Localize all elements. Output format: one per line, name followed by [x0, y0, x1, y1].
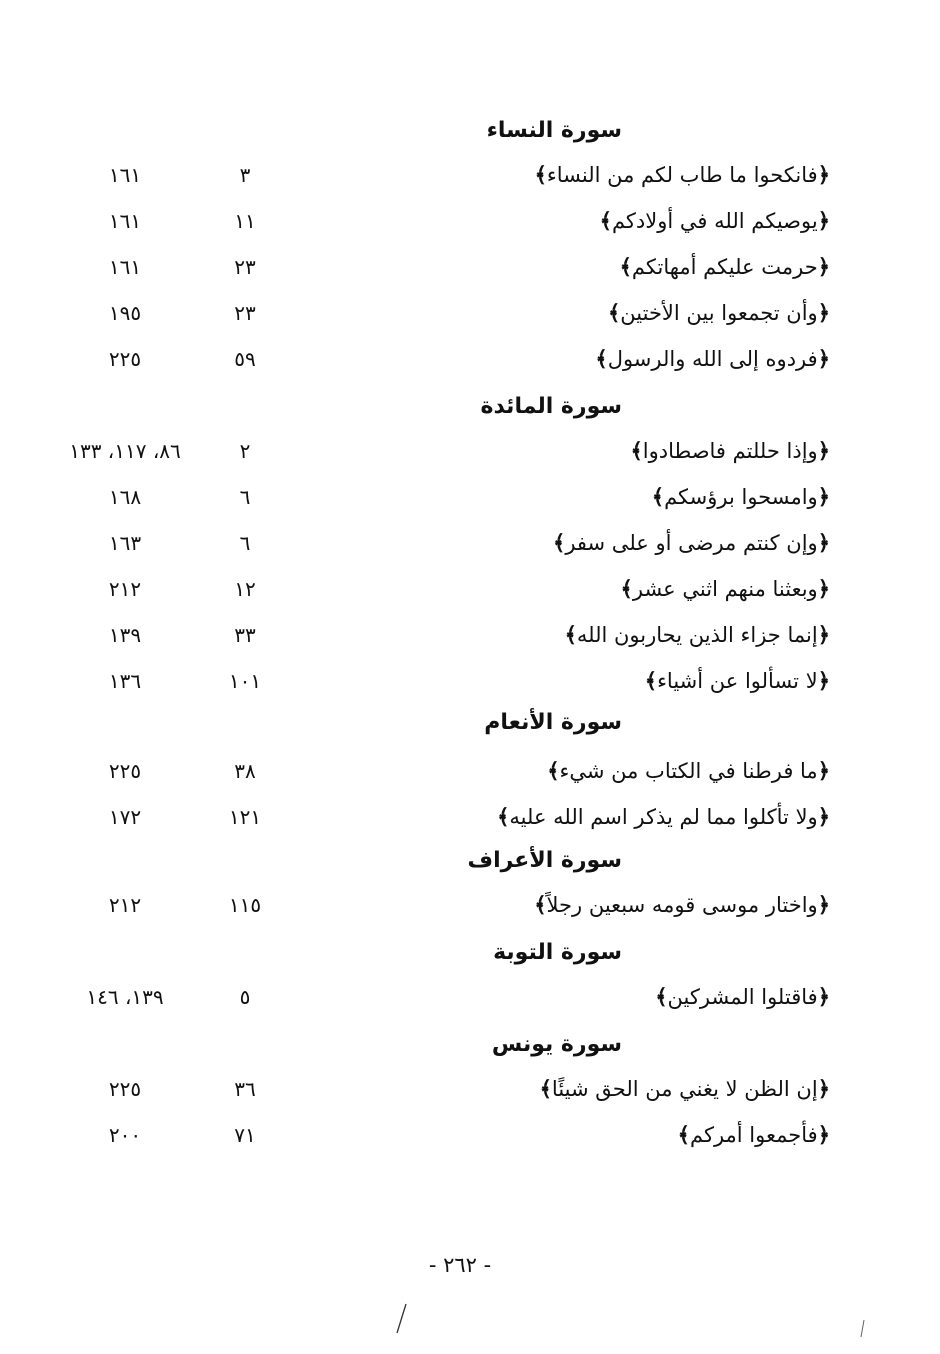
closing-bracket: ﴾	[651, 485, 665, 509]
verse-row	[0, 250, 940, 284]
opening-bracket: ﴿	[817, 985, 830, 1009]
verse-text	[330, 888, 830, 922]
verse-text	[330, 572, 830, 606]
ayah-number: ٣٦	[234, 1077, 256, 1101]
verse-row	[0, 1072, 940, 1106]
surah-heading: سورة الأعراف	[467, 848, 622, 873]
closing-bracket: ﴾	[534, 893, 547, 917]
verse-text	[330, 204, 830, 238]
closing-bracket: ﴾	[553, 531, 566, 555]
verse-text	[330, 664, 830, 698]
verse-quote: فاقتلوا المشركين	[667, 985, 818, 1009]
ayah-number: ١٢	[234, 577, 256, 601]
surah-heading: سورة الأنعام	[484, 710, 622, 735]
verse-text	[330, 296, 830, 330]
closing-bracket: ﴾	[607, 301, 621, 325]
verse-row	[0, 480, 940, 514]
verse-row	[0, 754, 940, 788]
verse-row	[0, 296, 940, 330]
verse-quote: ما فرطنا في الكتاب من شيء	[559, 759, 818, 783]
page-references: ٢٢٥	[108, 1077, 142, 1101]
ayah-number: ٣٣	[234, 623, 256, 647]
closing-bracket: ﴾	[564, 623, 577, 647]
verse-text	[330, 250, 830, 284]
closing-bracket: ﴾	[497, 805, 510, 829]
verse-row	[0, 800, 940, 834]
opening-bracket: ﴿	[817, 893, 830, 917]
page-references: ١٣٩	[108, 623, 142, 647]
ayah-number: ٢٣	[234, 301, 256, 325]
verse-quote: يوصيكم الله في أولادكم	[611, 209, 818, 233]
ayah-number: ١١٥	[228, 893, 262, 917]
page-number: - ٢٦٢ -	[428, 1253, 492, 1277]
verse-quote: فأجمعوا أمركم	[689, 1123, 818, 1147]
closing-bracket: ﴾	[595, 347, 608, 371]
verse-quote: وامسحوا برؤسكم	[664, 485, 818, 509]
closing-bracket: ﴾	[644, 669, 658, 693]
opening-bracket: ﴿	[817, 623, 830, 647]
surah-heading: سورة المائدة	[480, 394, 622, 419]
verse-quote: إن الظن لا يغني من الحق شيئًا	[551, 1077, 818, 1101]
opening-bracket: ﴿	[817, 531, 830, 555]
closing-bracket: ﴾	[534, 163, 547, 187]
verse-quote: إنما جزاء الذين يحاربون الله	[576, 623, 818, 647]
opening-bracket: ﴿	[817, 163, 830, 187]
ayah-number: ٦	[239, 485, 251, 509]
verse-row	[0, 158, 940, 192]
verse-quote: وإن كنتم مرضى أو على سفر	[565, 531, 818, 555]
pen-stroke-mark	[392, 1302, 412, 1336]
page-references: ١٦١	[108, 255, 142, 279]
page-references: ١٧٢	[108, 805, 142, 829]
verse-text	[330, 434, 830, 468]
verse-quote: وإذا حللتم فاصطادوا	[642, 439, 818, 463]
ayah-number: ٢٣	[234, 255, 256, 279]
opening-bracket: ﴿	[817, 1077, 830, 1101]
page-references: ٢٢٥	[108, 347, 142, 371]
page-references: ٢١٢	[108, 577, 142, 601]
verse-row	[0, 980, 940, 1014]
opening-bracket: ﴿	[817, 301, 830, 325]
page-references: ١٦١	[108, 209, 142, 233]
verse-text	[330, 800, 830, 834]
verse-quote: فانكحوا ما طاب لكم من النساء	[546, 163, 818, 187]
verse-row	[0, 572, 940, 606]
verse-text	[330, 980, 830, 1014]
opening-bracket: ﴿	[817, 805, 830, 829]
closing-bracket: ﴾	[547, 759, 560, 783]
opening-bracket: ﴿	[817, 485, 830, 509]
verse-row	[0, 618, 940, 652]
verse-row	[0, 204, 940, 238]
page-references: ١٩٥	[108, 301, 142, 325]
page-references: ٢٢٥	[108, 759, 142, 783]
closing-bracket: ﴾	[539, 1077, 552, 1101]
closing-bracket: ﴾	[655, 985, 668, 1009]
opening-bracket: ﴿	[817, 1123, 830, 1147]
ayah-number: ٢	[239, 439, 251, 463]
closing-bracket: ﴾	[630, 439, 643, 463]
verse-text	[330, 618, 830, 652]
verse-text	[330, 754, 830, 788]
page-references: ١٣٩، ١٤٦	[86, 985, 164, 1009]
verse-quote: وأن تجمعوا بين الأختين	[620, 301, 818, 325]
page-references: ١٦٣	[108, 531, 142, 555]
ayah-number: ٥	[239, 985, 251, 1009]
verse-row	[0, 888, 940, 922]
opening-bracket: ﴿	[817, 669, 830, 693]
verse-quote: واختار موسى قومه سبعين رجلاً	[546, 893, 818, 917]
verse-row	[0, 664, 940, 698]
opening-bracket: ﴿	[817, 347, 830, 371]
page-references: ٨٦، ١١٧، ١٣٣	[69, 439, 181, 463]
verse-text	[330, 526, 830, 560]
verse-text	[330, 1118, 830, 1152]
verse-quote: حرمت عليكم أمهاتكم	[631, 255, 818, 279]
opening-bracket: ﴿	[817, 439, 830, 463]
verse-row	[0, 434, 940, 468]
verse-text	[330, 480, 830, 514]
verse-text	[330, 1072, 830, 1106]
verse-quote: ولا تأكلوا مما لم يذكر اسم الله عليه	[509, 805, 818, 829]
verse-row	[0, 526, 940, 560]
verse-row	[0, 342, 940, 376]
ayah-number: ٣٨	[234, 759, 256, 783]
ayah-number: ٧١	[234, 1123, 256, 1147]
closing-bracket: ﴾	[677, 1123, 690, 1147]
page-references: ١٦١	[108, 163, 142, 187]
opening-bracket: ﴿	[817, 759, 830, 783]
ayah-number: ٦	[239, 531, 251, 555]
page-references: ٢٠٠	[108, 1123, 142, 1147]
verse-text	[330, 342, 830, 376]
ayah-number: ٣	[239, 163, 251, 187]
verse-row	[0, 1118, 940, 1152]
surah-heading: سورة التوبة	[493, 940, 622, 965]
ayah-number: ١٠١	[228, 669, 262, 693]
ayah-number: ٥٩	[234, 347, 256, 371]
ayah-number: ١٢١	[228, 805, 262, 829]
pen-stroke-mark	[858, 1318, 868, 1340]
surah-heading: سورة يونس	[491, 1032, 622, 1057]
opening-bracket: ﴿	[817, 255, 830, 279]
ayah-number: ١١	[234, 209, 256, 233]
page-references: ١٦٨	[108, 485, 142, 509]
verse-text	[330, 158, 830, 192]
surah-heading: سورة النساء	[486, 118, 622, 143]
closing-bracket: ﴾	[619, 255, 632, 279]
page-references: ٢١٢	[108, 893, 142, 917]
verse-quote: وبعثنا منهم اثني عشر	[632, 577, 818, 601]
page-references: ١٣٦	[108, 669, 142, 693]
opening-bracket: ﴿	[817, 209, 830, 233]
verse-quote: فردوه إلى الله والرسول	[607, 347, 818, 371]
closing-bracket: ﴾	[620, 577, 633, 601]
opening-bracket: ﴿	[817, 577, 830, 601]
verse-quote: لا تسألوا عن أشياء	[657, 669, 818, 693]
closing-bracket: ﴾	[599, 209, 612, 233]
